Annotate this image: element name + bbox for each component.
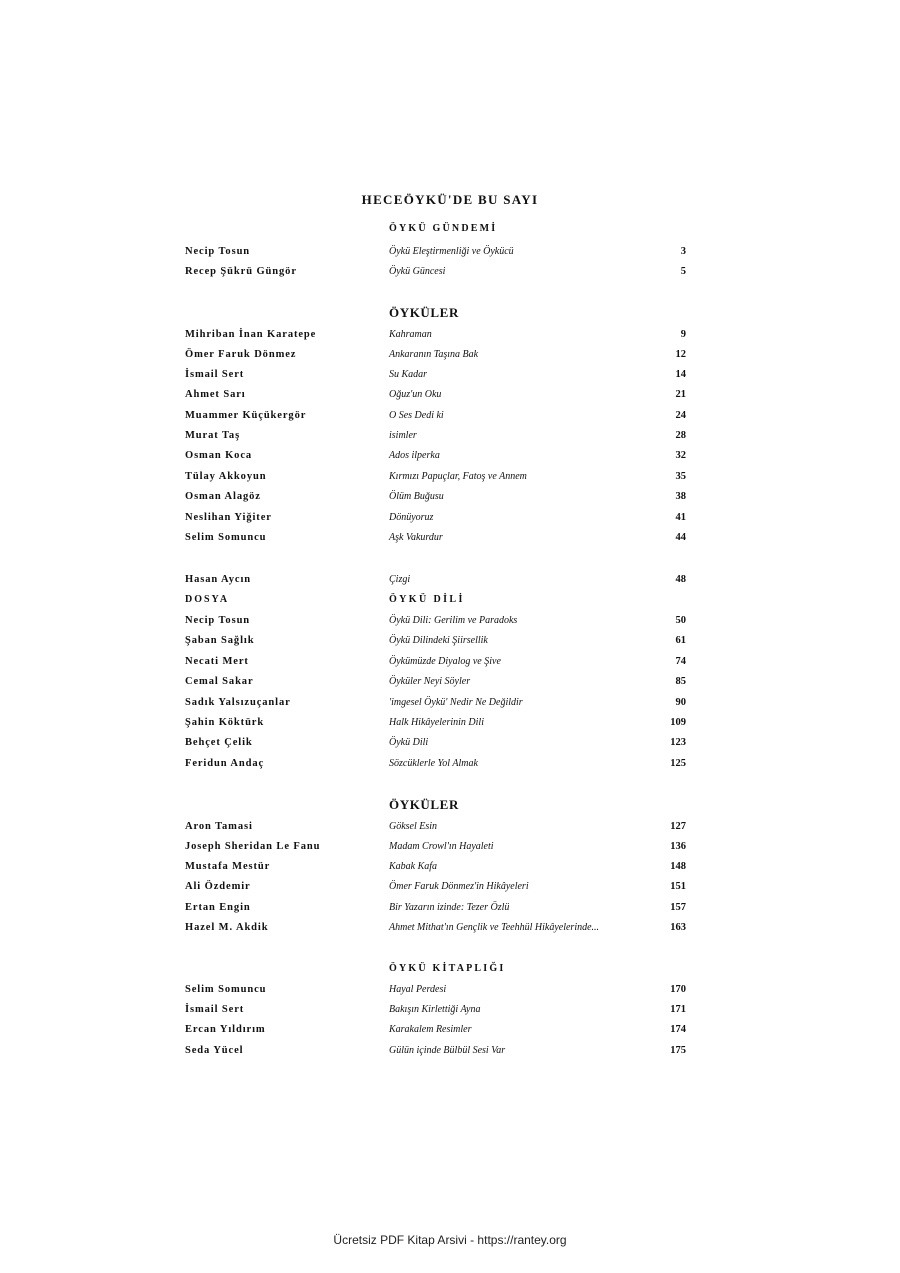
entry-author: Sadık Yalsızuçanlar: [185, 697, 291, 708]
entry-title: Bir Yazarın izinde: Tezer Özlü: [389, 902, 510, 913]
toc-entry: [0, 264, 900, 280]
entry-author: Joseph Sheridan Le Fanu: [185, 841, 321, 852]
entry-page-number: 127: [670, 821, 686, 832]
dossier-heading-row: [0, 592, 900, 608]
toc-entry: [0, 1022, 900, 1038]
entry-title: Çizgi: [389, 574, 411, 585]
toc-entry: [0, 448, 900, 464]
toc-entry: [0, 469, 900, 485]
toc-entry: [0, 327, 900, 343]
footer-source-note: Ücretsiz PDF Kitap Arsivi - https://rantey.org: [333, 1233, 567, 1247]
entry-author: Hasan Aycın: [185, 574, 252, 585]
entry-title: Hayal Perdesi: [389, 984, 447, 995]
entry-page-number: 174: [670, 1024, 686, 1035]
entry-title: Ados ilperka: [389, 450, 440, 461]
toc-entry: [0, 633, 900, 649]
page-title: HECEÖYKÜ'DE BU SAYI: [361, 192, 539, 207]
entry-page-number: 28: [675, 430, 686, 441]
toc-entry: [0, 387, 900, 403]
entry-title: Öyküler Neyi Söyler: [389, 676, 471, 687]
entry-title: Öykü Dili: [389, 737, 429, 748]
entry-author: Ertan Engin: [185, 902, 251, 913]
toc-entry: [0, 428, 900, 444]
entry-page-number: 109: [670, 717, 686, 728]
entry-page-number: 163: [670, 922, 686, 933]
entry-author: Neslihan Yiğiter: [185, 512, 272, 523]
entry-page-number: 151: [670, 881, 686, 892]
entry-author: Hazel M. Akdik: [185, 922, 269, 933]
toc-entry: [0, 674, 900, 690]
entry-title: Karakalem Resimler: [389, 1024, 472, 1035]
section-heading-oyku-kitapligi: ÖYKÜ KİTAPLIĞI: [389, 963, 506, 974]
entry-title: Göksel Esin: [389, 821, 438, 832]
entry-title: Kabak Kafa: [389, 861, 438, 872]
entry-title: Öykü Dili: Gerilim ve Paradoks: [389, 615, 518, 626]
entry-page-number: 136: [670, 841, 686, 852]
toc-entry: [0, 819, 900, 835]
entry-page-number: 12: [675, 349, 686, 360]
toc-entry: [0, 347, 900, 363]
entry-author: Necip Tosun: [185, 246, 251, 257]
entry-author: Mihriban İnan Karatepe: [185, 329, 317, 340]
entry-page-number: 3: [680, 246, 686, 257]
toc-entry: [0, 367, 900, 383]
entry-page-number: 157: [670, 902, 686, 913]
entry-page-number: 38: [675, 491, 686, 502]
section-heading-oyku-gundemi: ÖYKÜ GÜNDEMİ: [389, 223, 498, 234]
toc-entry: [0, 735, 900, 751]
entry-page-number: 85: [675, 676, 686, 687]
entry-title: Öykü Güncesi: [389, 266, 446, 277]
section-heading-oykuler: ÖYKÜLER: [389, 305, 459, 320]
entry-page-number: 123: [670, 737, 686, 748]
entry-title: isimler: [389, 430, 417, 441]
toc-entry: [0, 920, 900, 936]
entry-title: Sözcüklerle Yol Almak: [389, 758, 478, 769]
entry-author: Cemal Sakar: [185, 676, 254, 687]
entry-author: Ömer Faruk Dönmez: [185, 349, 297, 360]
entry-title: Madam Crowl'ın Hayaleti: [389, 841, 494, 852]
entry-author: Selim Somuncu: [185, 532, 267, 543]
entry-page-number: 5: [680, 266, 686, 277]
entry-author: Behçet Çelik: [185, 737, 253, 748]
entry-author: Ali Özdemir: [185, 881, 251, 892]
toc-entry: [0, 900, 900, 916]
dossier-label: DOSYA: [185, 594, 230, 605]
entry-author: Recep Şükrü Güngör: [185, 266, 297, 277]
entry-page-number: 48: [675, 574, 686, 585]
entry-title: 'imgesel Öykü' Nedir Ne Değildir: [389, 697, 523, 708]
entry-author: Osman Koca: [185, 450, 253, 461]
entry-page-number: 24: [675, 410, 686, 421]
entry-title: Aşk Vakurdur: [389, 532, 443, 543]
entry-page-number: 41: [675, 512, 686, 523]
entry-page-number: 35: [675, 471, 686, 482]
entry-title: Kırmızı Papuçlar, Fatoş ve Annem: [389, 471, 527, 482]
entry-title: Ahmet Mithat'ın Gençlik ve Teehhül Hikâyelerinde...: [389, 922, 600, 933]
entry-page-number: 74: [675, 656, 686, 667]
entry-page-number: 14: [675, 369, 686, 380]
entry-page-number: 148: [670, 861, 686, 872]
entry-page-number: 175: [670, 1045, 686, 1056]
toc-entry: [0, 510, 900, 526]
entry-title: Halk Hikâyelerinin Dili: [389, 717, 484, 728]
entry-author: İsmail Sert: [185, 369, 245, 380]
entry-author: Mustafa Mestür: [185, 861, 271, 872]
toc-entry: [0, 1002, 900, 1018]
entry-author: Ahmet Sarı: [185, 389, 246, 400]
toc-entry: [0, 613, 900, 629]
toc-entry: [0, 756, 900, 772]
entry-author: Aron Tamasi: [185, 821, 253, 832]
entry-author: Şahin Köktürk: [185, 717, 265, 728]
entry-title: Öykü Dilindeki Şiirsellik: [389, 635, 488, 646]
toc-entry: [0, 408, 900, 424]
toc-entry: [0, 879, 900, 895]
entry-title: Ömer Faruk Dönmez'in Hikâyeleri: [389, 881, 529, 892]
entry-page-number: 32: [675, 450, 686, 461]
entry-page-number: 90: [675, 697, 686, 708]
entry-title: O Ses Dedi ki: [389, 410, 444, 421]
entry-title: Öykümüzde Diyalog ve Şive: [389, 656, 501, 667]
section-heading-oykuler-translated: ÖYKÜLER: [389, 797, 459, 812]
entry-page-number: 50: [675, 615, 686, 626]
entry-author: İsmail Sert: [185, 1004, 245, 1015]
entry-title: Oğuz'un Oku: [389, 389, 442, 400]
entry-author: Tülay Akkoyun: [185, 471, 267, 482]
entry-page-number: 9: [680, 329, 686, 340]
entry-author: Necati Mert: [185, 656, 249, 667]
entry-page-number: 170: [670, 984, 686, 995]
toc-entry: [0, 489, 900, 505]
entry-author: Osman Alagöz: [185, 491, 261, 502]
entry-title: Kahraman: [389, 329, 432, 340]
toc-entry: [0, 982, 900, 998]
toc-entry: [0, 839, 900, 855]
entry-author: Selim Somuncu: [185, 984, 267, 995]
toc-entry: [0, 244, 900, 260]
entry-title: Öykü Eleştirmenliği ve Öykücü: [389, 246, 514, 257]
entry-title: Dönüyoruz: [389, 512, 434, 523]
entry-title: Su Kadar: [389, 369, 428, 380]
toc-entry: [0, 572, 900, 588]
toc-entry: [0, 859, 900, 875]
entry-author: Şaban Sağlık: [185, 635, 255, 646]
entry-author: Necip Tosun: [185, 615, 251, 626]
toc-entry: [0, 695, 900, 711]
entry-author: Seda Yücel: [185, 1045, 244, 1056]
entry-page-number: 44: [675, 532, 686, 543]
entry-author: Ercan Yıldırım: [185, 1024, 266, 1035]
toc-entry: [0, 530, 900, 546]
entry-title: Ölüm Buğusu: [389, 491, 444, 502]
entry-page-number: 171: [670, 1004, 686, 1015]
toc-entry: [0, 1043, 900, 1059]
entry-author: Murat Taş: [185, 430, 241, 441]
entry-page-number: 21: [675, 389, 686, 400]
entry-title: Gülün içinde Bülbül Sesi Var: [389, 1045, 506, 1056]
toc-entry: [0, 715, 900, 731]
entry-title: Ankaranın Taşına Bak: [389, 349, 479, 360]
dossier-title: ÖYKÜ DİLİ: [389, 594, 465, 605]
entry-author: Feridun Andaç: [185, 758, 265, 769]
entry-page-number: 125: [670, 758, 686, 769]
entry-page-number: 61: [675, 635, 686, 646]
entry-author: Muammer Küçükergör: [185, 410, 307, 421]
entry-title: Bakışın Kirlettiği Ayna: [389, 1004, 481, 1015]
toc-entry: [0, 654, 900, 670]
